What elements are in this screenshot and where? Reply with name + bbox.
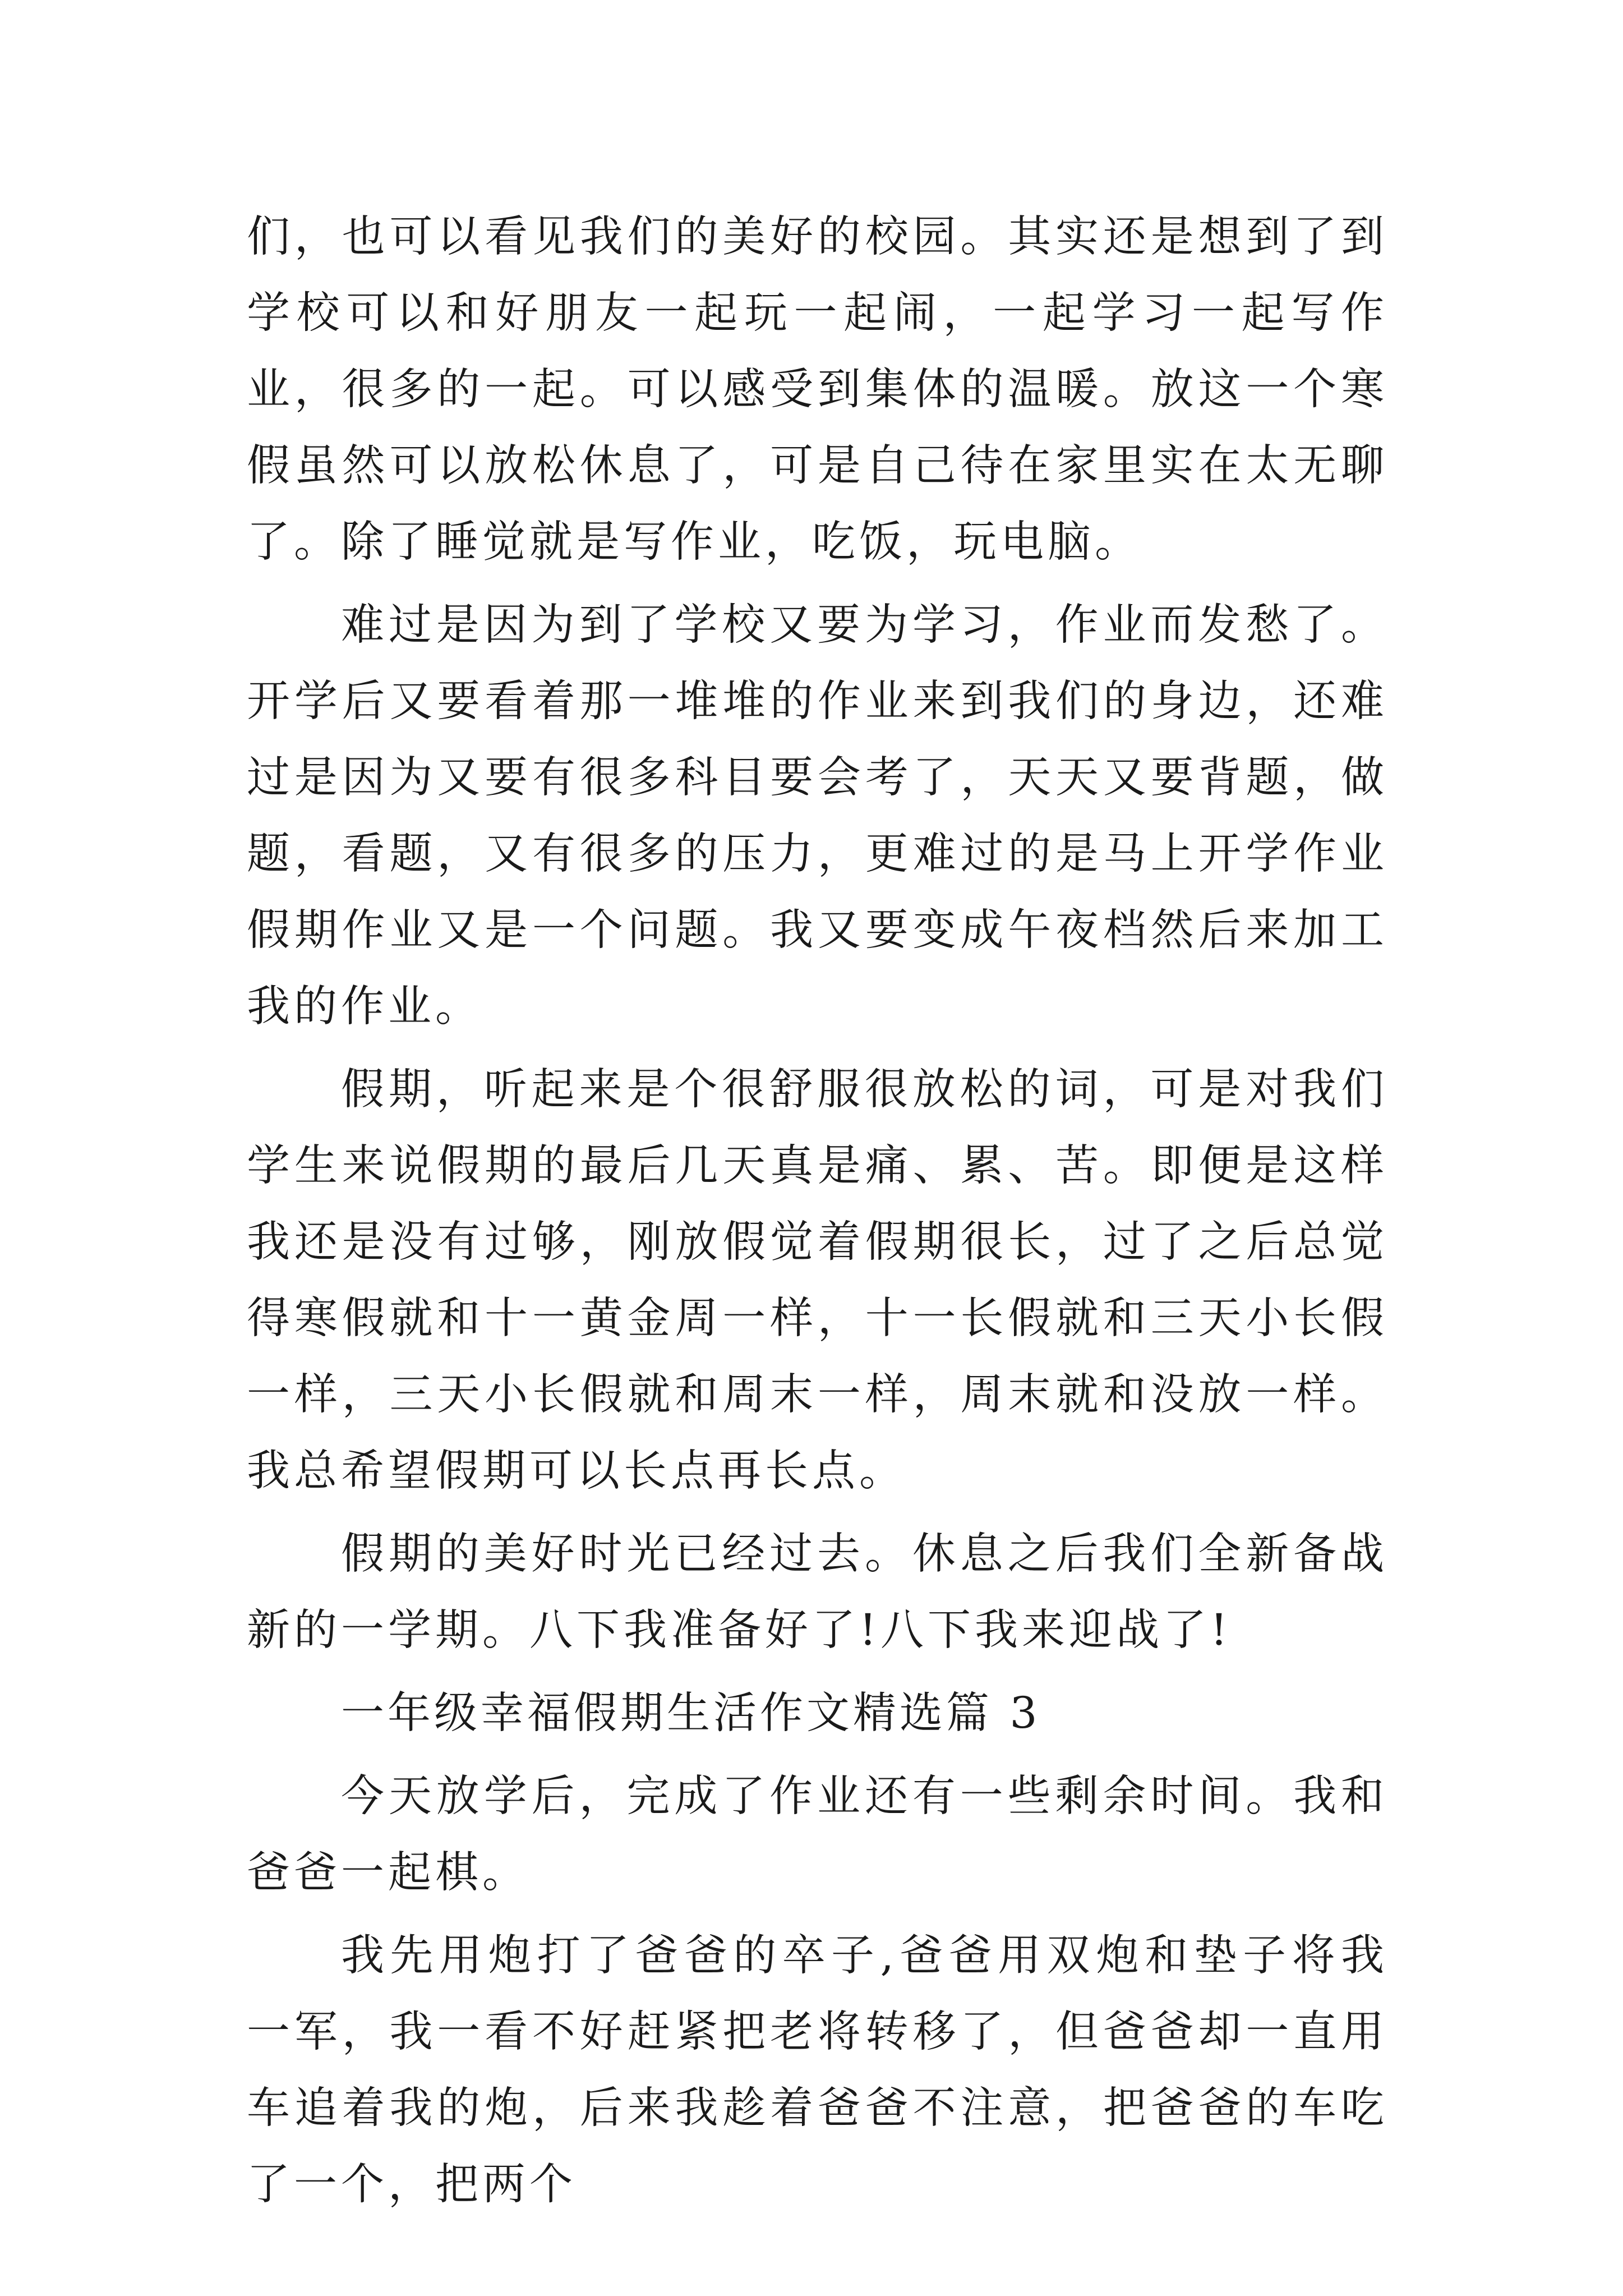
- paragraph-2: 难过是因为到了学校又要为学习，作业而发愁了。开学后又要看着那一堆堆的作业来到我们的身边，还难过是因为又要有很多科目要会考了，天天又要背题，做题，看题，又有很多的压力，更难过的是马上开学作业假期作业又是一个问题。我又要变成午夜档然后来加工我的作业。: [247, 600, 1388, 1032]
- paragraph-3: 假期，听起来是个很舒服很放松的词，可是对我们学生来说假期的最后几天真是痛、累、苦。即便是这样我还是没有过够，刚放假觉着假期很长，过了之后总觉得寒假就和十一黄金周一样，十一长假就和三天小长假一样，三天小长假就和周末一样，周末就和没放一样。我总希望假期可以长点再长点。: [247, 1065, 1388, 1496]
- section-paragraph-1: 今天放学后，完成了作业还有一些剩余时间。我和爸爸一起棋。: [247, 1772, 1388, 1898]
- section-heading: 一年级幸福假期生活作文精选篇 3: [341, 1688, 1041, 1738]
- paragraph-4: 假期的美好时光已经过去。休息之后我们全新备战新的一学期。八下我准备好了!八下我来迎战了!: [247, 1529, 1388, 1655]
- section-paragraph-2: 我先用炮打了爸爸的卒子,爸爸用双炮和垫子将我一军，我一看不好赶紧把老将转移了，但爸爸却一直用车追着我的炮，后来我趁着爸爸不注意，把爸爸的车吃了一个，把两个: [247, 1931, 1388, 2210]
- document-body: [247, 199, 1388, 2230]
- paragraph-1: 们，也可以看见我们的美好的校园。其实还是想到了到学校可以和好朋友一起玩一起闹，一起学习一起写作业，很多的一起。可以感受到集体的温暖。放这一个寒假虽然可以放松休息了，可是自己待在家里实在太无聊了。除了睡觉就是写作业，吃饭，玩电脑。: [247, 212, 1388, 567]
